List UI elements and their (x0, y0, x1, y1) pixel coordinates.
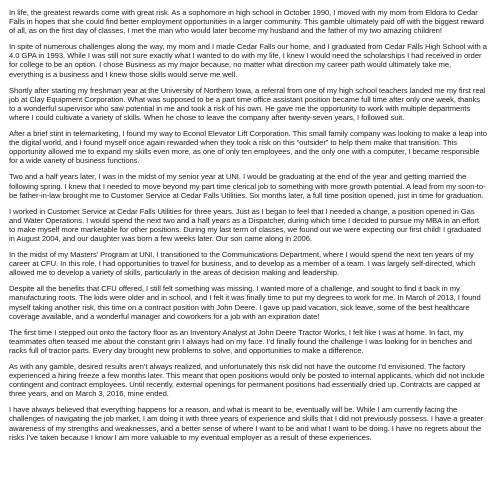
paragraph-4: After a brief stint in telemarketing, I found my way to Econol Elevator Lift Corporation. This small family company was looking to make a leap into the digital world, and I found myself once again rewarded when they took a risk on this “outsider” to help them make that transition. This opportunity allowed me to expand my skills even more, as one of only ten employees, and the only one with a computer, I became responsible for a wide variety of business functions. (9, 129, 487, 166)
paragraph-8: Despite all the benefits that CFU offered, I still felt something was missing. I wanted more of a challenge, and sought to find it back in my manufacturing roots. The kids were older and in school, and I felt it was finally time to put my degrees to work for me. In March of 2013, I found myself taking another risk, this time on a contract position with John Deere. I gave up paid vacation, sick leave, some of the best healthcare coverage available, and a wonderful manager and coworkers for a job with an expiration date! (9, 284, 481, 321)
paragraph-9: The first time I stepped out onto the factory floor as an Inventory Analyst at John Deere Tractor Works, I felt like I was at home. In fact, my teammates often teased me about the constant grin I always had on my face. I’d finally found the challenge I was looking for in benches and racks full of tractor parts. Every day brought new problems to solve, and opportunities to make a difference. (9, 327, 472, 355)
paragraph-5: Two and a half years later, I was in the midst of my senior year at UNI. I would be graduating at the end of the year and getting married the following spring. I knew that I needed to move beyond my part time clerical job to something with more growth potential. A lead from my soon-to-be father-in-law brought me to Customer Service at Cedar Falls Utilities. Six months later, a full time position opened, just in time for graduation. (9, 172, 486, 200)
paragraph-6: I worked in Customer Service at Cedar Falls Utilities for three years. Just as I began to feel that I needed a change, a position opened in Gas and Water Operations. I would spend the next two and a half years as a Dispatcher, during which time I decided to pursue my MBA in an effort to make myself more marketable for other positions. During my last term of classes, we found out we were expecting our first child! I graduated in August 2004, and our daughter was born a few weeks later. Our son came along in 2006. (9, 206, 481, 243)
paragraph-7: In the midst of my Masters’ Program at UNI, I transitioned to the Communications Department, where I would spend the next ten years of my career at CFU. In this role, I had opportunities to travel for business, and to develop as a member of a team. I was largely self-directed, which allowed me to develop a variety of skills, particularly in the areas of decision making and leadership. (9, 250, 476, 278)
paragraph-11: I have always believed that everything happens for a reason, and what is meant to be, eventually will be. While I am currently facing the challenges of navigating the job market, I am doing it with three years of experience and skills that I did not previously possess. I have a greater awareness of my strengths and weaknesses, and a better sense of where I want to be and what I want to be doing. I have no regrets about the risks I’ve taken because I know I am more valuable to my eventual employer as a result of these experiences. (9, 405, 484, 442)
paragraph-1: In life, the greatest rewards come with great risk. As a sophomore in high school in October 1990, I moved with my mom from Eldora to Cedar Falls in hopes that she could find better employment opportunities in a larger community. This gamble ultimately paid off with the biggest reward of all, as on the first day of classes, I met the man who would later become my husband and the father of my two amazing children! (9, 8, 484, 36)
paragraph-2: In spite of numerous challenges along the way, my mom and I made Cedar Falls our home, and I graduated from Cedar Falls High School with a 4.0 GPA in 1993. While I was still not sure exactly what I wanted to do with my life, I knew I would need the scholarships I had received in order for college to be an option. I chose Business as my major because, no matter what direction my career path would ultimately take me, everything is a business and I knew those skills would serve me well. (9, 42, 487, 79)
paragraph-10: As with any gamble, desired results aren’t always realized, and unfortunately this risk did not have the outcome I’d envisioned. The factory experienced a hiring freeze a few months later. This meant that open positions would only be posted to internal applicants, which did not include contingent and contract employees. Until recently, external openings for permanent positions had essentially dried up. Contracts are capped at three years, and on March 3, 2016, mine ended. (9, 362, 485, 399)
paragraph-3: Shortly after starting my freshman year at the University of Northern Iowa, a referral from one of my high school teachers landed me my first real job at Clay Equipment Corporation. What was supposed to be a part time office assistant position became full time after only one week, thanks to a wonderful supervisor who saw potential in me and took a risk of his own. He gave me the opportunity to work with multiple departments where I could cultivate a variety of skills. When he chose to leave the company after twenty-seven years, I followed suit. (9, 85, 486, 122)
